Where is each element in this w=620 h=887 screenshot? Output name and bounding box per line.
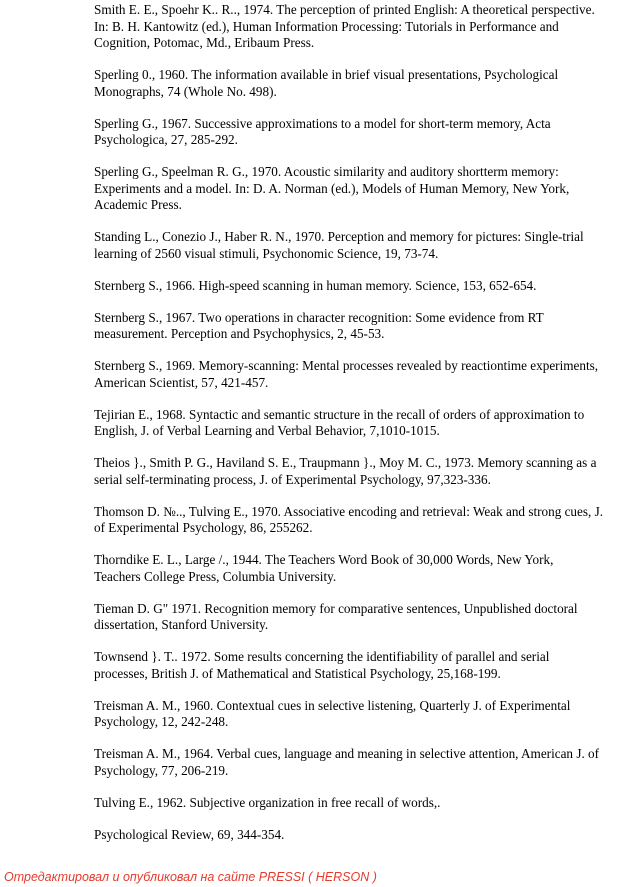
reference-line: Teachers College Press, Columbia University. [94, 568, 337, 584]
reference-tieman-1971 [94, 601, 620, 634]
reference-line: Standing L., Conezio J., Haber R. N., 1970. Perception and memory for pictures: Single-trial [94, 229, 584, 244]
reference-sternberg-1969 [94, 358, 620, 391]
footer-credit: Отредактировал и опубликовал на сайте PRESSI ( HERSON ) [4, 870, 377, 884]
reference-thorndike-1944 [94, 552, 620, 585]
reference-sperling-1967 [94, 116, 620, 149]
reference-line: Tieman D. G" 1971. Recognition memory for comparative sentences, Unpublished doctoral [94, 600, 578, 616]
reference-line: Thomson D. №.., Tulving E., 1970. Associative encoding and retrieval: Weak and strong cues, J. [94, 503, 604, 519]
reference-line: Psychology, 12, 242-248. [94, 714, 229, 729]
reference-line: Cognition, Potomac, Md., Eribaum Press. [94, 35, 315, 50]
reference-line: Sperling G., Speelman R. G., 1970. Acoustic similarity and auditory shortterm memory: [94, 164, 559, 179]
reference-line: Thorndike E. L., Large /., 1944. The Teachers Word Book of 30,000 Words, New York, [94, 552, 554, 567]
reference-sternberg-1966 [94, 278, 620, 295]
reference-line: Treisman A. M., 1960. Contextual cues in selective listening, Quarterly J. of Experimental [94, 697, 571, 713]
reference-line: Psychological Review, 69, 344-354. [94, 826, 285, 842]
reference-treisman-1960 [94, 698, 620, 731]
reference-smith-1974 [94, 2, 620, 52]
reference-line: learning of 2560 visual stimuli, Psychonomic Science, 19, 73-74. [94, 245, 439, 261]
reference-tulving-1962-continued [94, 827, 620, 844]
reference-line: Townsend }. T.. 1972. Some results concerning the identifiability of parallel and serial [94, 649, 550, 664]
reference-line: English, J. of Verbal Learning and Verbal Behavior, 7,1010-1015. [94, 423, 440, 438]
reference-tulving-1962 [94, 795, 620, 812]
reference-line: Tulving E., 1962. Subjective organization in free recall of words,. [94, 794, 441, 810]
reference-line: dissertation, Stanford University. [94, 617, 269, 632]
reference-line: Academic Press. [94, 197, 182, 212]
reference-sperling-speelman-1970 [94, 164, 620, 214]
reference-line: processes, British J. of Mathematical and Statistical Psychology, 25,168-199. [94, 665, 501, 681]
reference-line: Sternberg S., 1966. High-speed scanning in human memory. Science, 153, 652-654. [94, 277, 537, 293]
reference-line: measurement. Perception and Psychophysics, 2, 45-53. [94, 326, 385, 341]
reference-treisman-1964 [94, 746, 620, 779]
reference-townsend-1972 [94, 649, 620, 682]
reference-line: Sternberg S., 1969. Memory-scanning: Mental processes revealed by reactiontime experiments, [94, 358, 599, 373]
reference-line: In: B. H. Kantowitz (ed.), Human Information Processing: Tutorials in Performance and [94, 18, 559, 34]
reference-sternberg-1967 [94, 310, 620, 343]
reference-line: Sperling 0., 1960. The information available in brief visual presentations, Psychological [94, 67, 559, 82]
reference-theios-1973 [94, 455, 620, 488]
reference-line: American Scientist, 57, 421-457. [94, 374, 269, 390]
reference-sperling-1960 [94, 67, 620, 100]
reference-line: of Experimental Psychology, 86, 255262. [94, 520, 313, 535]
reference-line: Sternberg S., 1967. Two operations in character recognition: Some evidence from RT [94, 309, 544, 325]
reference-line: Treisman A. M., 1964. Verbal cues, language and meaning in selective attention, American J. of [94, 746, 600, 761]
reference-list [94, 2, 620, 859]
reference-tejirian-1968 [94, 407, 620, 440]
reference-line: Psychology, 77, 206-219. [94, 762, 229, 778]
reference-line: Tejirian E., 1968. Syntactic and semantic structure in the recall of orders of approximation to [94, 406, 585, 422]
reference-line: Sperling G., 1967. Successive approximations to a model for short-term memory, Acta [94, 115, 551, 131]
reference-thomson-1970 [94, 504, 620, 537]
reference-line: serial self-terminating process, J. of Experimental Psychology, 97,323-336. [94, 471, 491, 487]
reference-line: Smith E. E., Spoehr K.. R.., 1974. The perception of printed English: A theoretical perspective. [94, 2, 595, 17]
reference-line: Experiments and a model. In: D. A. Norman (ed.), Models of Human Memory, New York, [94, 180, 570, 196]
reference-standing-1970 [94, 229, 620, 262]
reference-line: Psychologica, 27, 285-292. [94, 132, 238, 147]
reference-line: Monographs, 74 (Whole No. 498). [94, 83, 277, 99]
reference-line: Theios }., Smith P. G., Haviland S. E., Traupmann }., Moy M. C., 1973. Memory scanning as a [94, 455, 597, 470]
